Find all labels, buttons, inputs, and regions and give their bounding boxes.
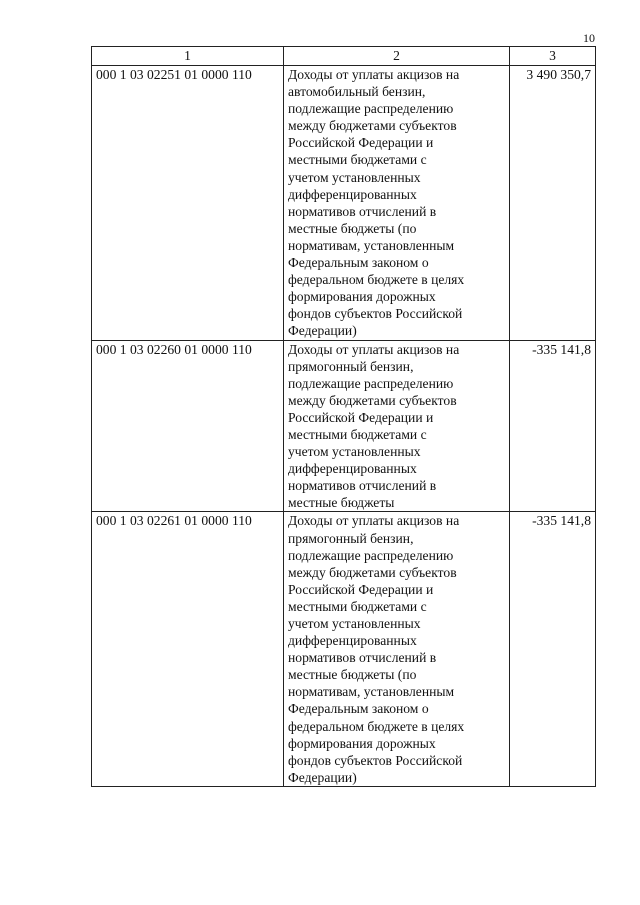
description-line: Доходы от уплаты акцизов на: [288, 341, 460, 357]
budget-classification-code: 000 1 03 02260 01 0000 110: [92, 340, 284, 512]
description-line: Российской Федерации и: [288, 409, 434, 425]
table-row: [92, 512, 596, 787]
description-line: Российской Федерации и: [288, 135, 434, 151]
description-line: подлежащие распределению: [288, 375, 454, 391]
description-line: между бюджетами субъектов: [288, 118, 457, 134]
revenue-amount: -335 141,8: [510, 512, 596, 787]
table-header-row: [92, 47, 596, 66]
description-line: Федерации): [288, 323, 357, 339]
column-header-code: 1: [92, 47, 284, 66]
description-line: прямогонный бензин,: [288, 530, 414, 546]
description-line: Федерации): [288, 769, 357, 785]
description-line: местными бюджетами с: [288, 598, 427, 614]
budget-revenue-table: [91, 46, 596, 787]
description-line: Доходы от уплаты акцизов на: [288, 513, 460, 529]
description-line: федеральном бюджете в целях: [288, 272, 465, 288]
revenue-amount: 3 490 350,7: [510, 66, 596, 341]
revenue-description: [284, 340, 510, 512]
description-line: нормативов отчислений в: [288, 478, 437, 494]
description-line: местные бюджеты (по: [288, 667, 417, 683]
description-line: местные бюджеты (по: [288, 220, 417, 236]
table-body: [92, 66, 596, 787]
description-line: дифференцированных: [288, 461, 417, 477]
description-line: прямогонный бензин,: [288, 358, 414, 374]
description-line: учетом установленных: [288, 169, 421, 185]
description-line: местными бюджетами с: [288, 152, 427, 168]
description-line: между бюджетами субъектов: [288, 392, 457, 408]
description-line: Российской Федерации и: [288, 581, 434, 597]
description-line: автомобильный бензин,: [288, 84, 426, 100]
description-line: нормативов отчислений в: [288, 203, 437, 219]
description-line: фондов субъектов Российской: [288, 752, 463, 768]
description-line: фондов субъектов Российской: [288, 306, 463, 322]
revenue-description: [284, 66, 510, 341]
description-line: нормативам, установленным: [288, 684, 455, 700]
description-line: учетом установленных: [288, 444, 421, 460]
description-line: дифференцированных: [288, 633, 417, 649]
description-line: формирования дорожных: [288, 735, 436, 751]
revenue-amount: -335 141,8: [510, 340, 596, 512]
description-line: формирования дорожных: [288, 289, 436, 305]
budget-classification-code: 000 1 03 02251 01 0000 110: [92, 66, 284, 341]
description-line: местными бюджетами с: [288, 426, 427, 442]
description-line: подлежащие распределению: [288, 547, 454, 563]
description-line: Доходы от уплаты акцизов на: [288, 67, 460, 82]
description-line: нормативов отчислений в: [288, 650, 437, 666]
description-line: дифференцированных: [288, 186, 417, 202]
budget-classification-code: 000 1 03 02261 01 0000 110: [92, 512, 284, 787]
page-number: 10: [583, 31, 595, 45]
description-line: учетом установленных: [288, 616, 421, 631]
description-line: федеральном бюджете в целях: [288, 718, 465, 734]
description-line: Федеральным законом о: [288, 255, 429, 271]
column-header-amount: 3: [510, 47, 596, 66]
description-line: подлежащие распределению: [288, 101, 454, 117]
revenue-description: [284, 512, 510, 787]
description-line: Федеральным законом о: [288, 701, 429, 717]
description-line: местные бюджеты: [288, 495, 395, 511]
table-row: [92, 340, 596, 512]
description-line: между бюджетами субъектов: [288, 564, 457, 580]
description-line: нормативам, установленным: [288, 237, 455, 253]
column-header-description: 2: [284, 47, 510, 66]
table-row: [92, 66, 596, 341]
